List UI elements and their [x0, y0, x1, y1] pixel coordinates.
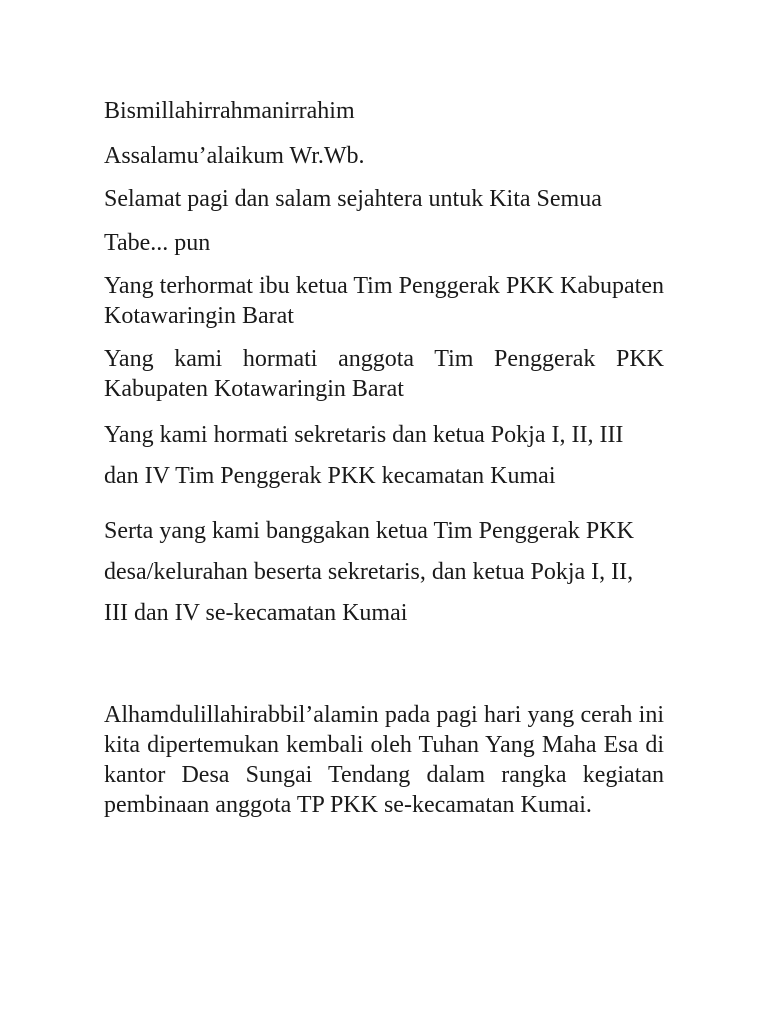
address-pokja-line-1: Yang kami hormati sekretaris dan ketua Pokja I, II, III [104, 422, 624, 448]
address-pokja-line-2: dan IV Tim Penggerak PKK kecamatan Kumai [104, 463, 556, 489]
greeting-line: Selamat pagi dan salam sejahtera untuk Kita Semua [104, 186, 602, 212]
opening-line: Bismillahirrahmanirrahim [104, 98, 355, 124]
body-paragraph: Alhamdulillahirabbil’alamin pada pagi hari yang cerah ini kita dipertemukan kembali oleh Tuhan Yang Maha Esa di kantor Desa Sungai Tendang dalam rangka kegiatan pembinaan anggota TP PKK se-kecamatan Kumai. [104, 702, 664, 818]
tabe-line: Tabe... pun [104, 230, 211, 256]
address-desa-line-3: III dan IV se-kecamatan Kumai [104, 600, 408, 626]
address-anggota-paragraph: Yang kami hormati anggota Tim Penggerak PKK Kabupaten Kotawaringin Barat [104, 346, 664, 402]
salam-line: Assalamu’alaikum Wr.Wb. [104, 143, 365, 169]
address-desa-line-2: desa/kelurahan beserta sekretaris, dan ketua Pokja I, II, [104, 559, 634, 585]
address-desa-line-1: Serta yang kami banggakan ketua Tim Penggerak PKK [104, 518, 634, 544]
address-ketua-paragraph: Yang terhormat ibu ketua Tim Penggerak PKK Kabupaten Kotawaringin Barat [104, 273, 664, 329]
